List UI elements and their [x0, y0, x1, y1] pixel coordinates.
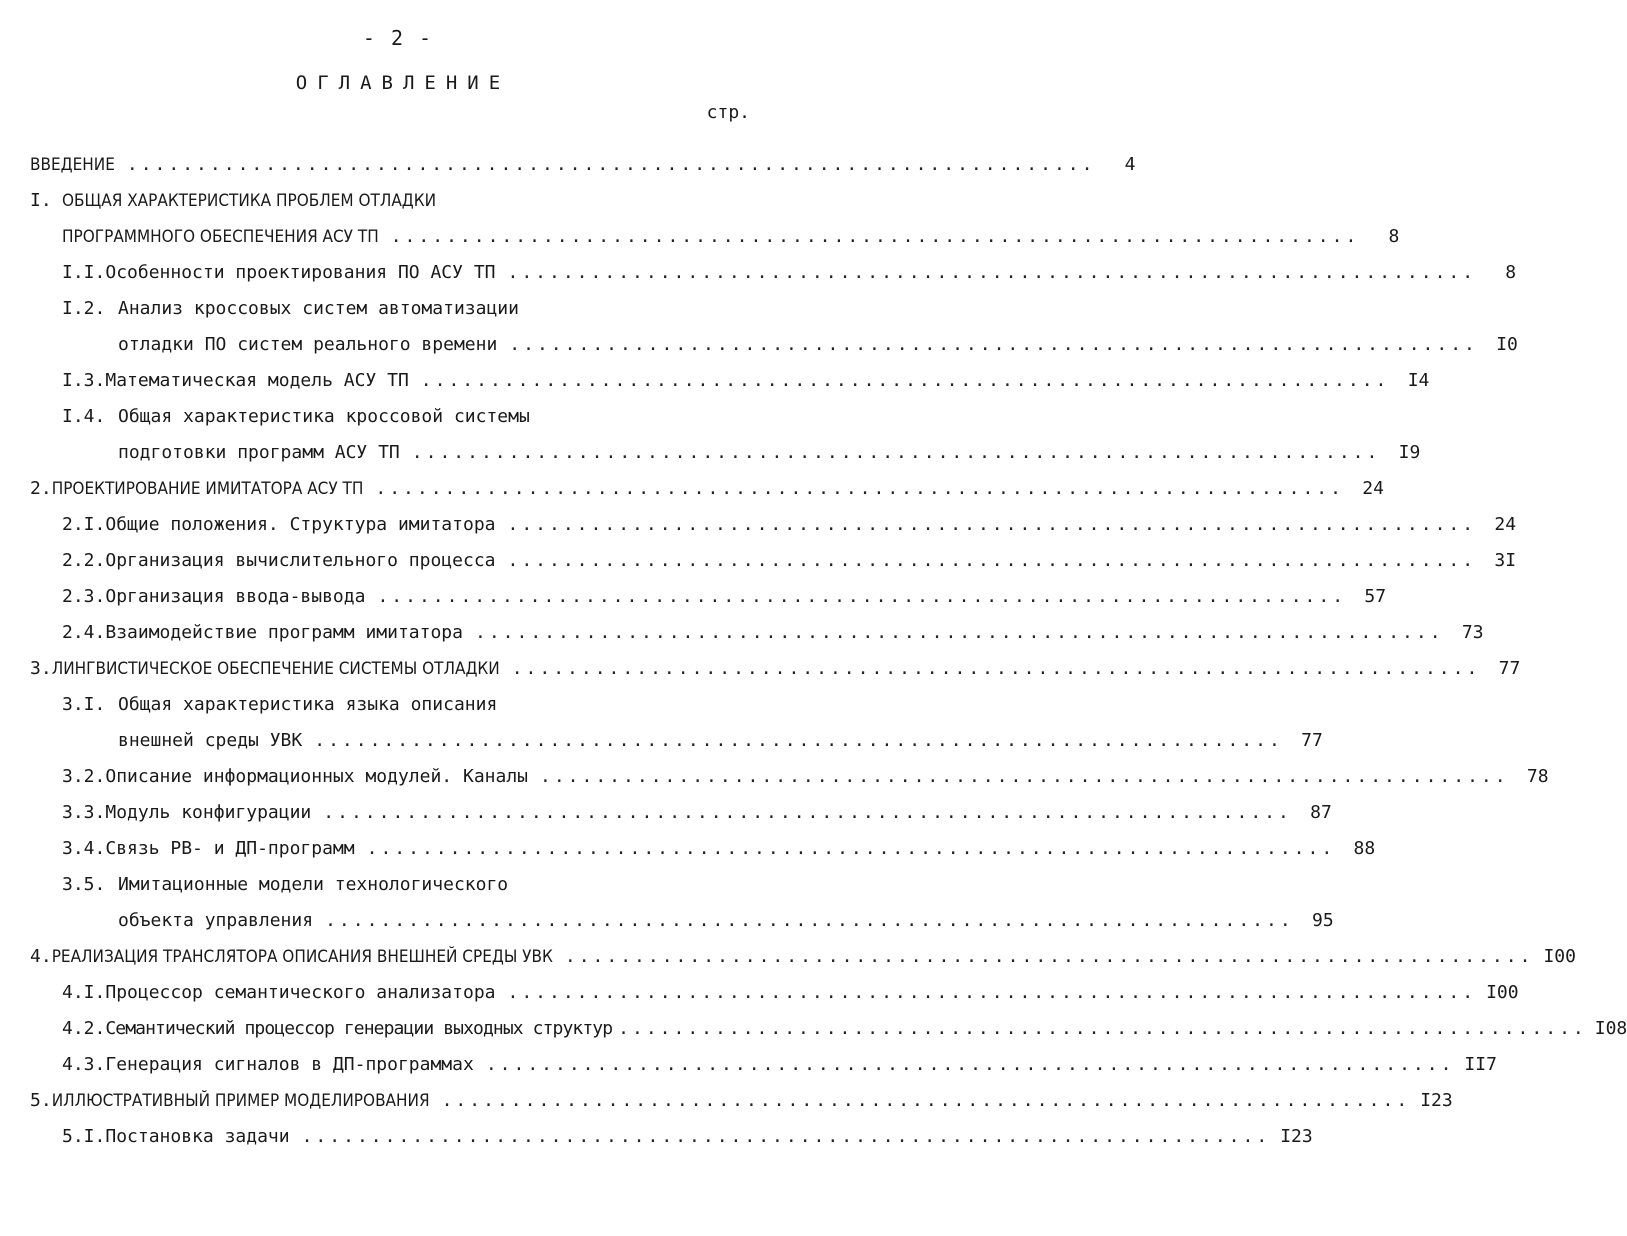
- entry-number: 4.: [30, 946, 52, 967]
- toc-entry-4-3[interactable]: [62, 1040, 1497, 1075]
- entry-title: Общие положения. Структура имитатора: [105, 514, 496, 535]
- entry-page: 77: [1498, 658, 1521, 679]
- toc-entry-1-3[interactable]: [62, 356, 1430, 391]
- entry-page: 88: [1353, 838, 1376, 859]
- entry-page: 24: [1494, 514, 1517, 535]
- entry-number: 2.3.: [62, 586, 106, 607]
- entry-page: I9: [1398, 442, 1421, 463]
- toc-entry-3-5[interactable]: [62, 860, 730, 894]
- entry-title: ПРОЕКТИРОВАНИЕ ИМИТАТОРА АСУ ТП: [51, 479, 364, 499]
- dot-leader: ......................................................................: [509, 334, 1478, 355]
- toc-entry-3-4[interactable]: [62, 824, 1376, 859]
- dot-leader: ......................................................................: [507, 982, 1477, 1003]
- entry-title: Описание информационных модулей. Каналы: [105, 766, 528, 787]
- entry-title: Особенности проектирования ПО АСУ ТП: [105, 262, 496, 283]
- toc-entry-1-2[interactable]: [62, 284, 730, 318]
- entry-page: 24: [1362, 478, 1384, 499]
- dot-leader: ......................................................................: [377, 586, 1347, 607]
- entry-title: Имитационные модели технологического: [118, 874, 509, 895]
- dot-leader: ......................................................................: [485, 1054, 1455, 1075]
- entry-title: Генерация сигналов в ДП-программах: [105, 1054, 474, 1075]
- entry-number: 5.: [30, 1090, 52, 1111]
- dot-leader: ......................................................................: [325, 910, 1294, 931]
- entry-number: 5.I.: [62, 1126, 106, 1147]
- dot-leader: ......................................................................: [564, 946, 1534, 967]
- entry-title: ИЛЛЮСТРАТИВНЫЙ ПРИМЕР МОДЕЛИРОВАНИЯ: [51, 1091, 430, 1111]
- toc-entry-1-4[interactable]: [62, 392, 730, 426]
- toc-entry-3-2[interactable]: [62, 752, 1549, 787]
- entry-page: I23: [1280, 1126, 1313, 1147]
- entry-page: 57: [1364, 586, 1387, 607]
- dot-leader: ......................................................................: [301, 1126, 1271, 1147]
- entry-page: 3I: [1494, 550, 1517, 571]
- dot-leader: ......................................................................: [375, 478, 1344, 499]
- entry-number: 2.I.: [62, 514, 106, 535]
- toc-entry-3-1[interactable]: [62, 680, 730, 714]
- entry-page: 4: [1124, 154, 1136, 175]
- dot-leader: ......................................................................: [474, 622, 1444, 643]
- toc-title: ОГЛАВЛЕНИЕ: [295, 72, 511, 94]
- dot-leader: ......................................................................: [411, 442, 1381, 463]
- toc-entry-3-3[interactable]: [62, 788, 1332, 823]
- entry-page: 73: [1461, 622, 1484, 643]
- entry-title: внешней среды УВК: [118, 730, 303, 751]
- toc-entry-1-1[interactable]: [62, 248, 1517, 283]
- entry-title: Математическая модель АСУ ТП: [105, 370, 409, 391]
- entry-title: отладки ПО систем реального времени: [118, 334, 498, 355]
- entry-number: 2.4.: [62, 622, 106, 643]
- dot-leader: ......................................................................: [323, 802, 1292, 823]
- entry-title: Процессор семантического анализатора: [105, 982, 496, 1003]
- entry-number: I.I.: [62, 262, 106, 283]
- dot-leader: ......................................................................: [390, 226, 1360, 247]
- entry-page: 8: [1388, 226, 1400, 247]
- entry-title: Семантический процессор генерации выходных структур: [105, 1018, 613, 1039]
- entry-number: I.: [30, 190, 52, 211]
- entry-number: 3.2.: [62, 766, 106, 787]
- entry-page: I00: [1486, 982, 1519, 1003]
- entry-number: 4.I.: [62, 982, 106, 1003]
- entry-title: Организация вычислительного процесса: [105, 550, 496, 571]
- toc-entry-5-1[interactable]: [62, 1112, 1313, 1147]
- entry-page: 78: [1526, 766, 1549, 787]
- entry-number: 2.: [30, 478, 52, 499]
- toc-entry-chapter-5[interactable]: [30, 1076, 1453, 1111]
- entry-title: РЕАЛИЗАЦИЯ ТРАНСЛЯТОРА ОПИСАНИЯ ВНЕШНЕЙ СРЕДЫ УВК: [51, 947, 553, 967]
- entry-page: 77: [1301, 730, 1323, 751]
- entry-title: Организация ввода-вывода: [105, 586, 366, 607]
- entry-number: 3.: [30, 658, 52, 679]
- entry-number: 4.2.: [62, 1018, 106, 1039]
- entry-page: 8: [1505, 262, 1517, 283]
- entry-title: Общая характеристика кроссовой системы: [118, 406, 530, 427]
- page-column-label: стр.: [706, 102, 750, 123]
- toc-entry-chapter-2[interactable]: [30, 464, 1384, 499]
- toc-entry-2-2[interactable]: [62, 536, 1517, 571]
- entry-page: I0: [1496, 334, 1518, 355]
- entry-number: 4.3.: [62, 1054, 106, 1075]
- entry-page: 87: [1310, 802, 1332, 823]
- entry-title: Модуль конфигурации: [105, 802, 312, 823]
- entry-number: 3.3.: [62, 802, 106, 823]
- entry-title: Связь РВ- и ДП-программ: [105, 838, 355, 859]
- entry-title: Анализ кроссовых систем автоматизации: [118, 298, 519, 319]
- dot-leader: ......................................................................: [618, 1018, 1587, 1039]
- toc-entry-introduction[interactable]: [30, 140, 1136, 175]
- page-number: - 2 -: [362, 26, 434, 50]
- entry-title: Общая характеристика языка описания: [118, 694, 498, 715]
- toc-entry-2-3[interactable]: [62, 572, 1387, 607]
- dot-leader: ......................................................................: [441, 1090, 1411, 1111]
- entry-title: ПРОГРАММНОГО ОБЕСПЕЧЕНИЯ АСУ ТП: [62, 227, 379, 247]
- dot-leader: ......................................................................: [314, 730, 1283, 751]
- entry-page: I08: [1594, 1018, 1627, 1039]
- entry-number: I.2.: [62, 298, 106, 319]
- entry-number: 3.I.: [62, 694, 106, 715]
- entry-number: 3.5.: [62, 874, 106, 895]
- dot-leader: ......................................................................: [507, 262, 1477, 283]
- toc-entry-4-1[interactable]: [62, 968, 1519, 1003]
- dot-leader: ......................................................................: [126, 154, 1096, 175]
- dot-leader: ......................................................................: [366, 838, 1336, 859]
- entry-page: II7: [1464, 1054, 1497, 1075]
- entry-title: подготовки программ АСУ ТП: [118, 442, 400, 463]
- entry-title: ВВЕДЕНИЕ: [30, 155, 115, 175]
- toc-entry-3-1-cont[interactable]: [118, 716, 1323, 751]
- entry-title: объекта управления: [118, 910, 314, 931]
- toc-entry-4-2[interactable]: [62, 1004, 1627, 1039]
- entry-page: I00: [1543, 946, 1576, 967]
- dot-leader: ......................................................................: [507, 514, 1477, 535]
- entry-page: I23: [1420, 1090, 1453, 1111]
- toc-entry-2-1[interactable]: [62, 500, 1517, 535]
- entry-title: Взаимодействие программ имитатора: [105, 622, 463, 643]
- toc-entry-3-5-cont[interactable]: [118, 896, 1334, 931]
- dot-leader: ......................................................................: [420, 370, 1390, 391]
- toc-entry-chapter-3[interactable]: [30, 644, 1521, 679]
- dot-leader: ......................................................................: [511, 658, 1481, 679]
- entry-title: Постановка задачи: [105, 1126, 290, 1147]
- entry-number: 3.4.: [62, 838, 106, 859]
- toc-entry-1-2-cont[interactable]: [118, 320, 1518, 355]
- toc-entry-1-4-cont[interactable]: [118, 428, 1421, 463]
- toc-entry-chapter-1-cont[interactable]: [62, 212, 1400, 247]
- entry-title: ЛИНГВИСТИЧЕСКОЕ ОБЕСПЕЧЕНИЕ СИСТЕМЫ ОТЛАДКИ: [51, 659, 500, 679]
- toc-entry-chapter-1[interactable]: [30, 176, 730, 210]
- dot-leader: ......................................................................: [540, 766, 1509, 787]
- entry-page: 95: [1311, 910, 1334, 931]
- entry-number: I.4.: [62, 406, 106, 427]
- entry-page: I4: [1407, 370, 1430, 391]
- toc-entry-chapter-4[interactable]: [30, 932, 1576, 967]
- dot-leader: ......................................................................: [507, 550, 1477, 571]
- entry-number: 2.2.: [62, 550, 106, 571]
- entry-title: ОБЩАЯ ХАРАКТЕРИСТИКА ПРОБЛЕМ ОТЛАДКИ: [62, 191, 437, 211]
- toc-entry-2-4[interactable]: [62, 608, 1484, 643]
- entry-number: I.3.: [62, 370, 106, 391]
